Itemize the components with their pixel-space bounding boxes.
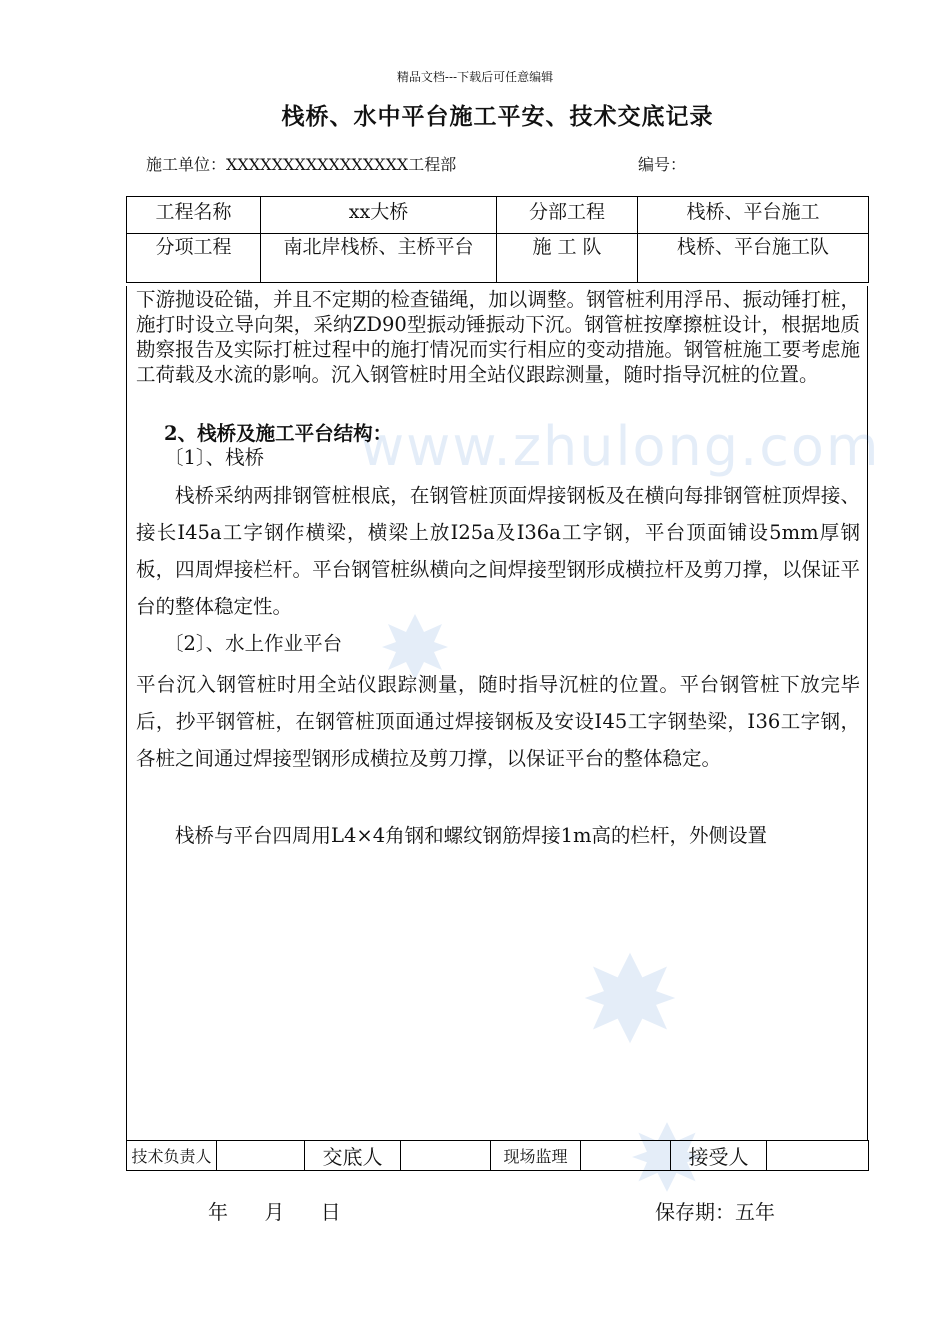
tech-lead-signature-cell[interactable] [217,1141,305,1171]
subheading-trestle: 〔1〕、栈桥 [164,446,265,469]
construction-unit: 施工单位：XXXXXXXXXXXXXXXX工程部 [146,155,457,174]
retention-period: 保存期：五年 [655,1200,775,1224]
document-number-label: 编号： [638,155,687,174]
handover-label: 交底人 [305,1141,401,1171]
receiver-signature-cell[interactable] [767,1141,869,1171]
paragraph-railing: 栈桥与平台四周用L4×4角钢和螺纹钢筋焊接1m高的栏杆，外侧设置 [175,824,767,847]
watermark-logo-icon [582,950,678,1046]
team-value: 栈桥、平台施工队 [638,234,869,283]
handover-signature-cell[interactable] [401,1141,491,1171]
item-project-label: 分项工程 [127,234,261,283]
project-info-table [126,196,869,283]
section-heading-structure: 2、栈桥及施工平台结构： [164,422,393,445]
date-line: 年 月 日 [208,1200,341,1224]
supervisor-signature-cell[interactable] [581,1141,671,1171]
table-row [127,197,869,234]
sub-project-label: 分部工程 [497,197,638,234]
subheading-platform: 〔2〕、水上作业平台 [164,632,343,655]
item-project-value: 南北岸栈桥、主桥平台 [261,234,497,283]
paragraph-anchoring: 下游抛设砼锚，并且不定期的检查锚绳，加以调整。钢管桩利用浮吊、振动锤打桩，施打时设立导向架，采纳ZD90型振动锤振动下沉。钢管桩按摩擦桩设计，根据地质勘察报告及实际打桩过程中的施打情况而实行相应的变动措施。钢管桩施工要考虑施工荷载及水流的影响。沉入钢管桩时用全站仪跟踪测量，随时指导沉桩的位置。 [136,288,860,386]
page-title: 栈桥、水中平台施工平安、技术交底记录 [281,103,714,130]
header-note: 精品文档---下载后可任意编辑 [396,70,554,84]
signature-table [126,1140,869,1171]
project-name-value: xx大桥 [261,197,497,234]
paragraph-platform: 平台沉入钢管桩时用全站仪跟踪测量，随时指导沉桩的位置。平台钢管桩下放完毕后，抄平钢管桩，在钢管桩顶面通过焊接钢板及安设Ⅰ45工字钢垫梁，Ⅰ36工字钢，各桩之间通过焊接型钢形成横拉及剪刀撑，以保证平台的整体稳定。 [136,673,860,770]
table-row [127,234,869,283]
table-row [127,1141,869,1171]
team-label: 施 工 队 [497,234,638,283]
sub-project-value: 栈桥、平台施工 [638,197,869,234]
receiver-label: 接受人 [671,1141,767,1171]
supervisor-label: 现场监理 [491,1141,581,1171]
watermark-text: www.zhulong.com [360,415,881,478]
paragraph-trestle: 栈桥采纳两排钢管桩根底，在钢管桩顶面焊接钢板及在横向每排钢管桩顶焊接、接长I45a工字钢作横梁，横梁上放I25a及I36a工字钢，平台顶面铺设5mm厚钢板，四周焊接栏杆。平台钢管桩纵横向之间焊接型钢形成横拉杆及剪刀撑，以保证平台的整体稳定性。 [136,484,860,618]
project-name-label: 工程名称 [127,197,261,234]
tech-lead-label: 技术负责人 [127,1141,217,1171]
